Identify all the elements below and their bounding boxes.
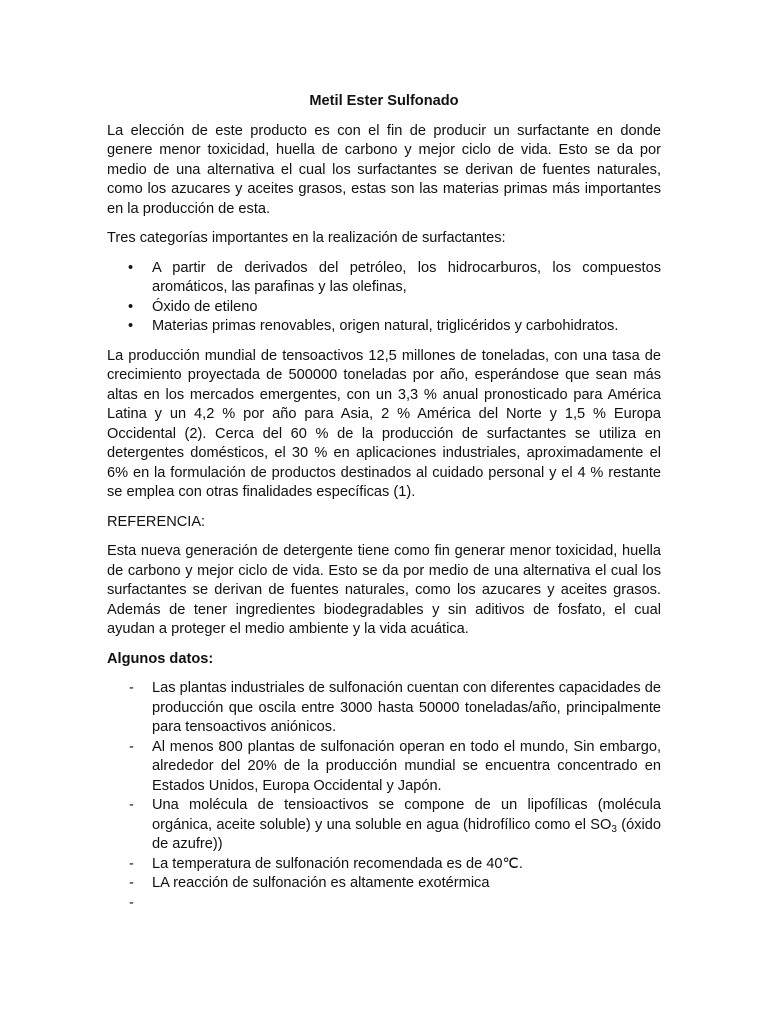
list-item-text: Materias primas renovables, origen natural, triglicéridos y carbohidratos. [152,318,619,334]
list-item-text [152,895,156,911]
dash-marker: - [129,797,134,813]
categories-intro: Tres categorías importantes en la realización de surfactantes: [107,230,506,246]
list-item [107,796,661,855]
list-item-text: Las plantas industriales de sulfonación cuentan con diferentes capacidades de producción que oscila entre 3000 hasta 50000 toneladas/año, principalmente para tensoactivos aniónicos. [152,680,661,735]
list-item [107,894,661,914]
categories-list [107,259,661,337]
list-item-text: LA reacción de sulfonación es altamente exotérmica [152,875,490,891]
list-item [107,298,661,318]
new-generation-paragraph: Esta nueva generación de detergente tiene como fin generar menor toxicidad, huella de carbono y mejor ciclo de vida. Esto se da por medio de una alternativa el cual los surfactantes se derivan de fuentes naturales, como los azucares y aceites grasos. Además de tener ingredientes biodegradables y sin aditivos de fosfato, el cual ayudan a proteger el medio ambiente y la vida acuática. [107,543,661,637]
data-heading: Algunos datos: [107,650,214,667]
list-item [107,874,661,894]
list-item [107,259,661,298]
list-item-text: La temperatura de sulfonación recomendada es de 40℃. [152,855,523,872]
bullet-marker: • [128,259,134,276]
list-item-text: Óxido de etileno [152,298,258,315]
dash-marker: - [129,738,134,755]
dash-marker: - [129,680,134,696]
bullet-marker: • [128,318,134,334]
production-paragraph: La producción mundial de tensoactivos 12,5 millones de toneladas, con una tasa de crecimiento proyectada de 500000 toneladas por año, esperándose que sean más altas en los mercados emergentes, con un 3,3 % anual pronosticado para América Latina y un 4,2 % por año para Asia, 2 % América del Norte y 1,5 % Europa Occidental (2). Cerca del 60 % de la producción de surfactantes se utiliza en detergentes domésticos, el 30 % en aplicaciones industriales, aproximadamente el 6% en la formulación de productos destinados al cuidado personal y el 4 % restante se emplea con otras finalidades específicas (1). [107,347,661,500]
intro-paragraph: La elección de este producto es con el fin de producir un surfactante en donde genere menor toxicidad, huella de carbono y mejor ciclo de vida. Esto se da por medio de una alternativa el cual los surfactantes se derivan de fuentes naturales, como los azucares y aceites grasos, estas son las materias primas más importantes en la producción de esta. [107,122,661,217]
subscript-3: 3 [611,823,617,835]
document-title: Metil Ester Sulfonado [309,93,459,109]
dash-marker: - [129,855,134,872]
list-item-text: Al menos 800 plantas de sulfonación operan en todo el mundo, Sin embargo, alrededor del 20% de la producción mundial se encuentra concentrado en Estados Unidos, Europa Occidental y Japón. [152,738,661,794]
list-item-text [152,797,661,852]
bullet-marker: • [128,298,134,315]
list-item [107,855,661,875]
reference-label: REFERENCIA: [107,513,206,530]
list-item [107,738,661,797]
document-page [107,92,661,923]
list-item [107,679,661,738]
molecule-text: Una molécula de tensioactivos se compone de un lipofílicas (molécula orgánica, aceite soluble) y una soluble en agua (hidrofílico como el SO [152,797,661,833]
dash-marker: - [129,894,134,911]
data-list [107,679,661,913]
list-item [107,317,661,337]
list-item-text: A partir de derivados del petróleo, los hidrocarburos, los compuestos aromáticos, las parafinas y las olefinas, [152,259,661,295]
dash-marker: - [129,875,134,891]
molecule-tail: (óxido de azufre)) [152,816,661,852]
